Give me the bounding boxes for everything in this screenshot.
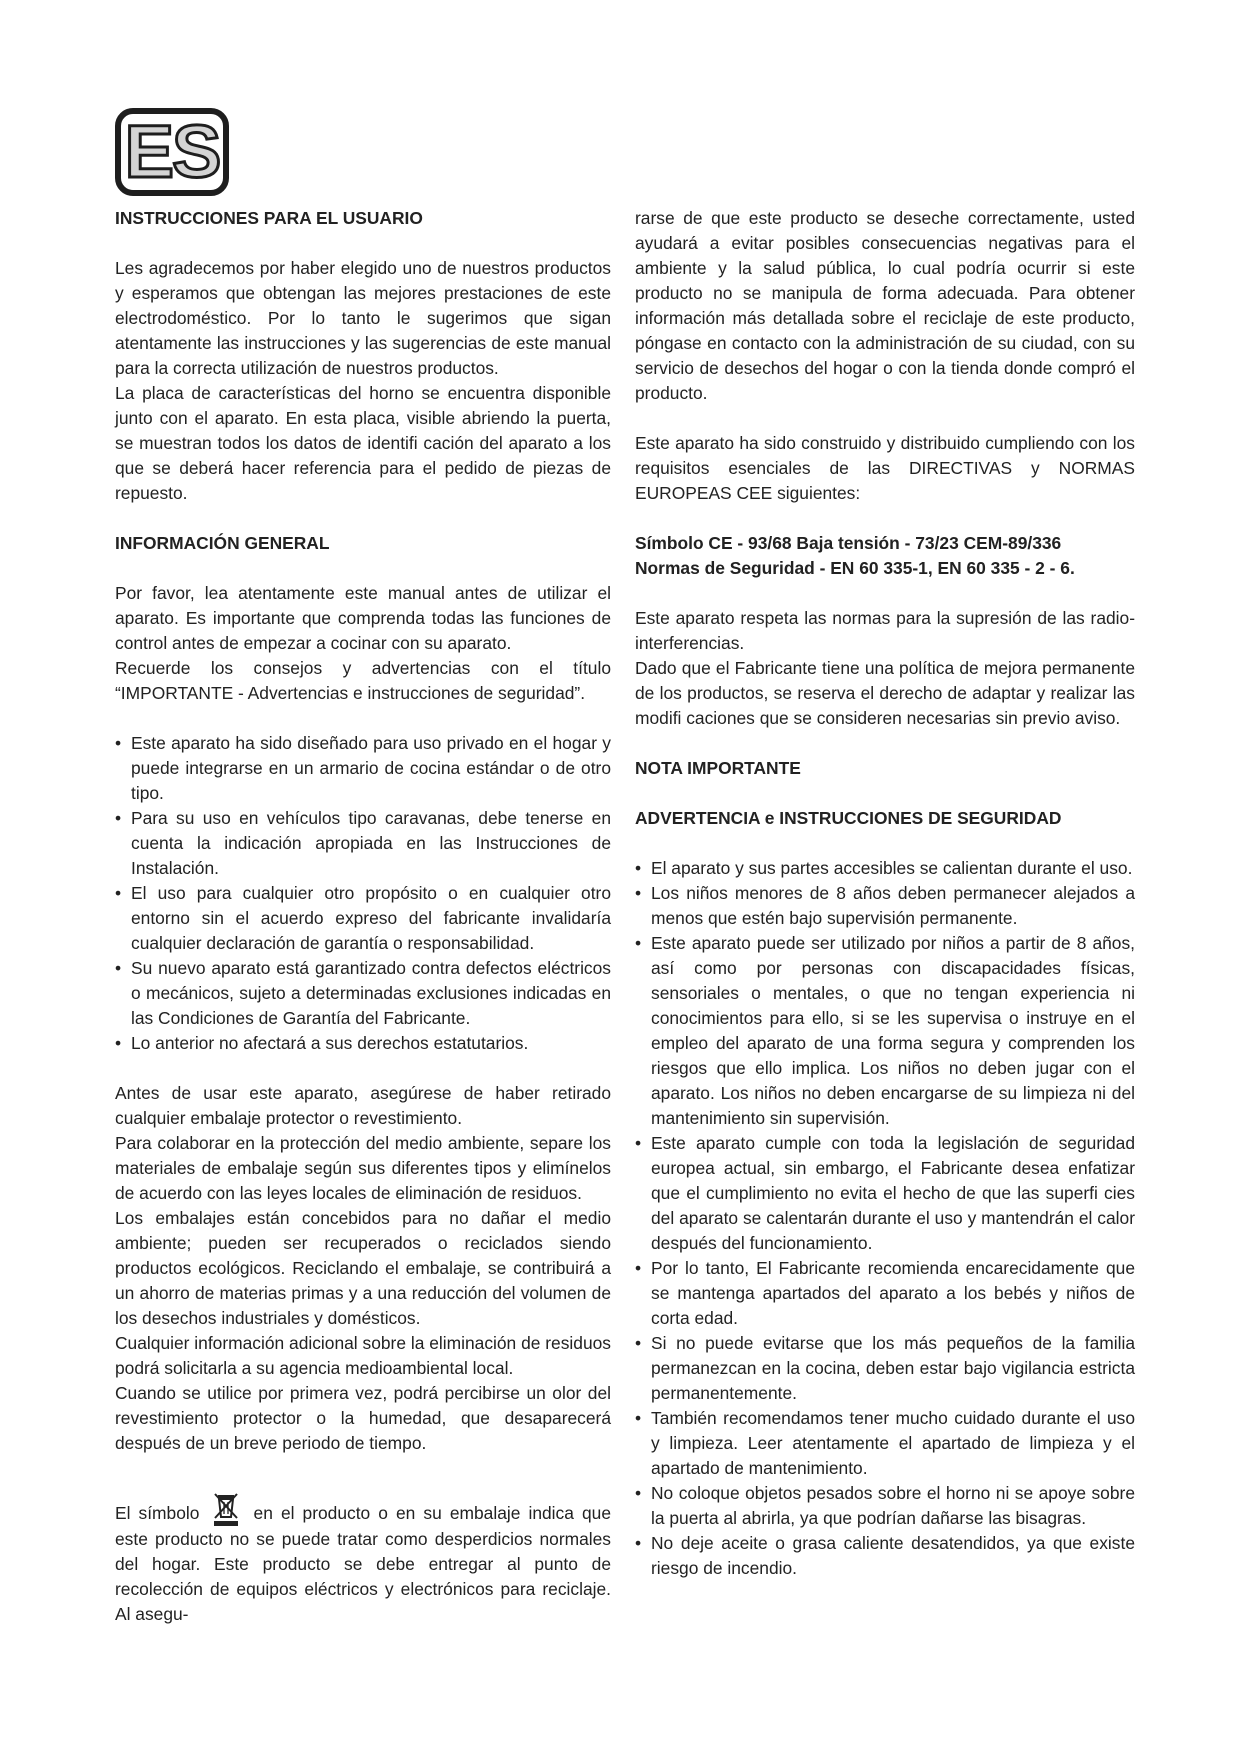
waste-info-paragraph: Cualquier información adicional sobre la eliminación de residuos podrá solicitarla a su agencia medioambiental local. [115, 1333, 611, 1378]
list-item: • El uso para cualquier otro propósito o en cualquier otro entorno sin el acuerdo expreso del fabricante invalidaría cualquier declaración de garantía o responsabilidad. [115, 881, 611, 956]
list-item: • También recomendamos tener mucho cuidado durante el uso y limpieza. Leer atentamente el apartado de limpieza y el apartado de mantenimiento. [635, 1406, 1135, 1481]
weee-paragraph [115, 1491, 611, 1627]
weee-text-start: El símbolo [115, 1503, 200, 1523]
user-instructions-heading: INSTRUCCIONES PARA EL USUARIO [115, 208, 423, 228]
list-item: • Los niños menores de 8 años deben permanecer alejados a menos que estén bajo supervisión permanente. [635, 881, 1135, 931]
weee-text-end: en el producto o en su embalaje indica que este producto no se puede tratar como desperdicios normales del hogar. Este producto se debe entregar al punto de recolección de equipos eléctricos y electrónicos para reciclaje. Al asegu- [115, 1503, 611, 1624]
packaging-recycling-paragraph: Los embalajes están concebidos para no dañar el medio ambiente; pueden ser recuperados o reciclados siendo productos ecológicos. Reciclando el embalaje, se contribuirá a un ahorro de materias primas y a una reducción del volumen de los desechos industriales y domésticos. [115, 1208, 611, 1328]
list-item: • Lo anterior no afectará a sus derechos estatutarios. [115, 1031, 611, 1056]
radio-interference-paragraph: Este aparato respeta las normas para la supresión de las radio-interferencias. [635, 608, 1135, 653]
general-info-heading: INFORMACIÓN GENERAL [115, 533, 330, 553]
safety-standards-line: Normas de Seguridad - EN 60 335-1, EN 60 335 - 2 - 6. [635, 558, 1075, 578]
environment-paragraph: Para colaborar en la protección del medio ambiente, separe los materiales de embalaje según sus diferentes tipos y elimínelos de acuerdo con las leyes locales de eliminación de residuos. [115, 1133, 611, 1203]
list-item: • Este aparato puede ser utilizado por niños a partir de 8 años, así como por personas con discapacidades físicas, sensoriales o mentales, o que no tengan experiencia ni conocimientos para ello, si se les supervisa o instruye en el empleo del aparato de una forma segura y comprenden los riesgos que ello implica. Los niños no deben jugar con el aparato. Los niños no deben encargarse de su limpieza ni del mantenimiento sin supervisión. [635, 931, 1135, 1131]
safety-bullet-list [635, 856, 1135, 1581]
list-item: • Para su uso en vehículos tipo caravanas, debe tenerse en cuenta la indicación apropiada en las Instrucciones de Instalación. [115, 806, 611, 881]
rating-plate-paragraph: La placa de características del horno se encuentra disponible junto con el aparato. En esta placa, visible abriendo la puerta, se muestran todos los datos de identifi cación del aparato a los que se deberá hacer referencia para el pedido de piezas de repuesto. [115, 383, 611, 503]
crossed-bin-icon [209, 1491, 243, 1527]
safety-warnings-heading: ADVERTENCIA e INSTRUCCIONES DE SEGURIDAD [635, 808, 1062, 828]
packaging-removal-paragraph: Antes de usar este aparato, asegúrese de haber retirado cualquier embalaje protector o revestimiento. [115, 1083, 611, 1128]
left-column [115, 206, 611, 1627]
first-use-paragraph: Cuando se utilice por primera vez, podrá percibirse un olor del revestimiento protector o la humedad, que desaparecerá después de un breve periodo de tiempo. [115, 1383, 611, 1453]
directives-paragraph: Este aparato ha sido construido y distribuido cumpliendo con los requisitos esenciales de las DIRECTIVAS y NORMAS EUROPEAS CEE siguientes: [635, 433, 1135, 503]
list-item: • Si no puede evitarse que los más pequeños de la familia permanezcan en la cocina, deben estar bajo vigilancia estricta permanentemente. [635, 1331, 1135, 1406]
language-badge [115, 108, 229, 196]
list-item: • Este aparato cumple con toda la legislación de seguridad europea actual, sin embargo, el Fabricante desea enfatizar que el cumplimiento no evita el hecho de que las superfi cies del aparato se calentarán durante el uso y mantendrán el calor después del funcionamiento. [635, 1131, 1135, 1256]
improvement-policy-paragraph: Dado que el Fabricante tiene una política de mejora permanente de los productos, se reserva el derecho de adaptar y realizar las modifi caciones que se consideren necesarias sin previo aviso. [635, 658, 1135, 728]
list-item: • Su nuevo aparato está garantizado contra defectos eléctricos o mecánicos, sujeto a determinadas exclusiones indicadas en las Condiciones de Garantía del Fabricante. [115, 956, 611, 1031]
list-item: • No coloque objetos pesados sobre el horno ni se apoye sobre la puerta al abrirla, ya que podrían dañarse las bisagras. [635, 1481, 1135, 1531]
right-column [635, 206, 1135, 1581]
intro-paragraph: Les agradecemos por haber elegido uno de nuestros productos y esperamos que obtengan las mejores prestaciones de este electrodoméstico. Por lo tanto le sugerimos que sigan atentamente las instrucciones y las sugerencias de este manual para la correcta utilización de nuestros productos. [115, 258, 611, 378]
ce-symbol-line: Símbolo CE - 93/68 Baja tensión - 73/23 CEM-89/336 [635, 533, 1062, 553]
recycling-continuation-paragraph: rarse de que este producto se deseche correctamente, usted ayudará a evitar posibles consecuencias negativas para el ambiente y la salud pública, lo cual podría ocurrir si este producto no se manipula de forma adecuada. Para obtener información más detallada sobre el reciclaje de este producto, póngase en contacto con la administración de su ciudad, con su servicio de desechos del hogar o con la tienda donde compró el producto. [635, 208, 1135, 403]
language-badge-text: ES [124, 110, 220, 193]
list-item: • El aparato y sus partes accesibles se calientan durante el uso. [635, 856, 1135, 881]
list-item: • No deje aceite o grasa caliente desatendidos, ya que existe riesgo de incendio. [635, 1531, 1135, 1581]
list-item: • Este aparato ha sido diseñado para uso privado en el hogar y puede integrarse en un armario de cocina estándar o de otro tipo. [115, 731, 611, 806]
important-note-heading: NOTA IMPORTANTE [635, 758, 801, 778]
general-warnings-paragraph: Recuerde los consejos y advertencias con el título “IMPORTANTE - Advertencias e instrucciones de seguridad”. [115, 658, 611, 703]
general-bullet-list [115, 731, 611, 1056]
list-item: • Por lo tanto, El Fabricante recomienda encarecidamente que se mantenga apartados del aparato a los bebés y niños de corta edad. [635, 1256, 1135, 1331]
general-paragraph: Por favor, lea atentamente este manual antes de utilizar el aparato. Es importante que comprenda todas las funciones de control antes de empezar a cocinar con su aparato. [115, 583, 611, 653]
